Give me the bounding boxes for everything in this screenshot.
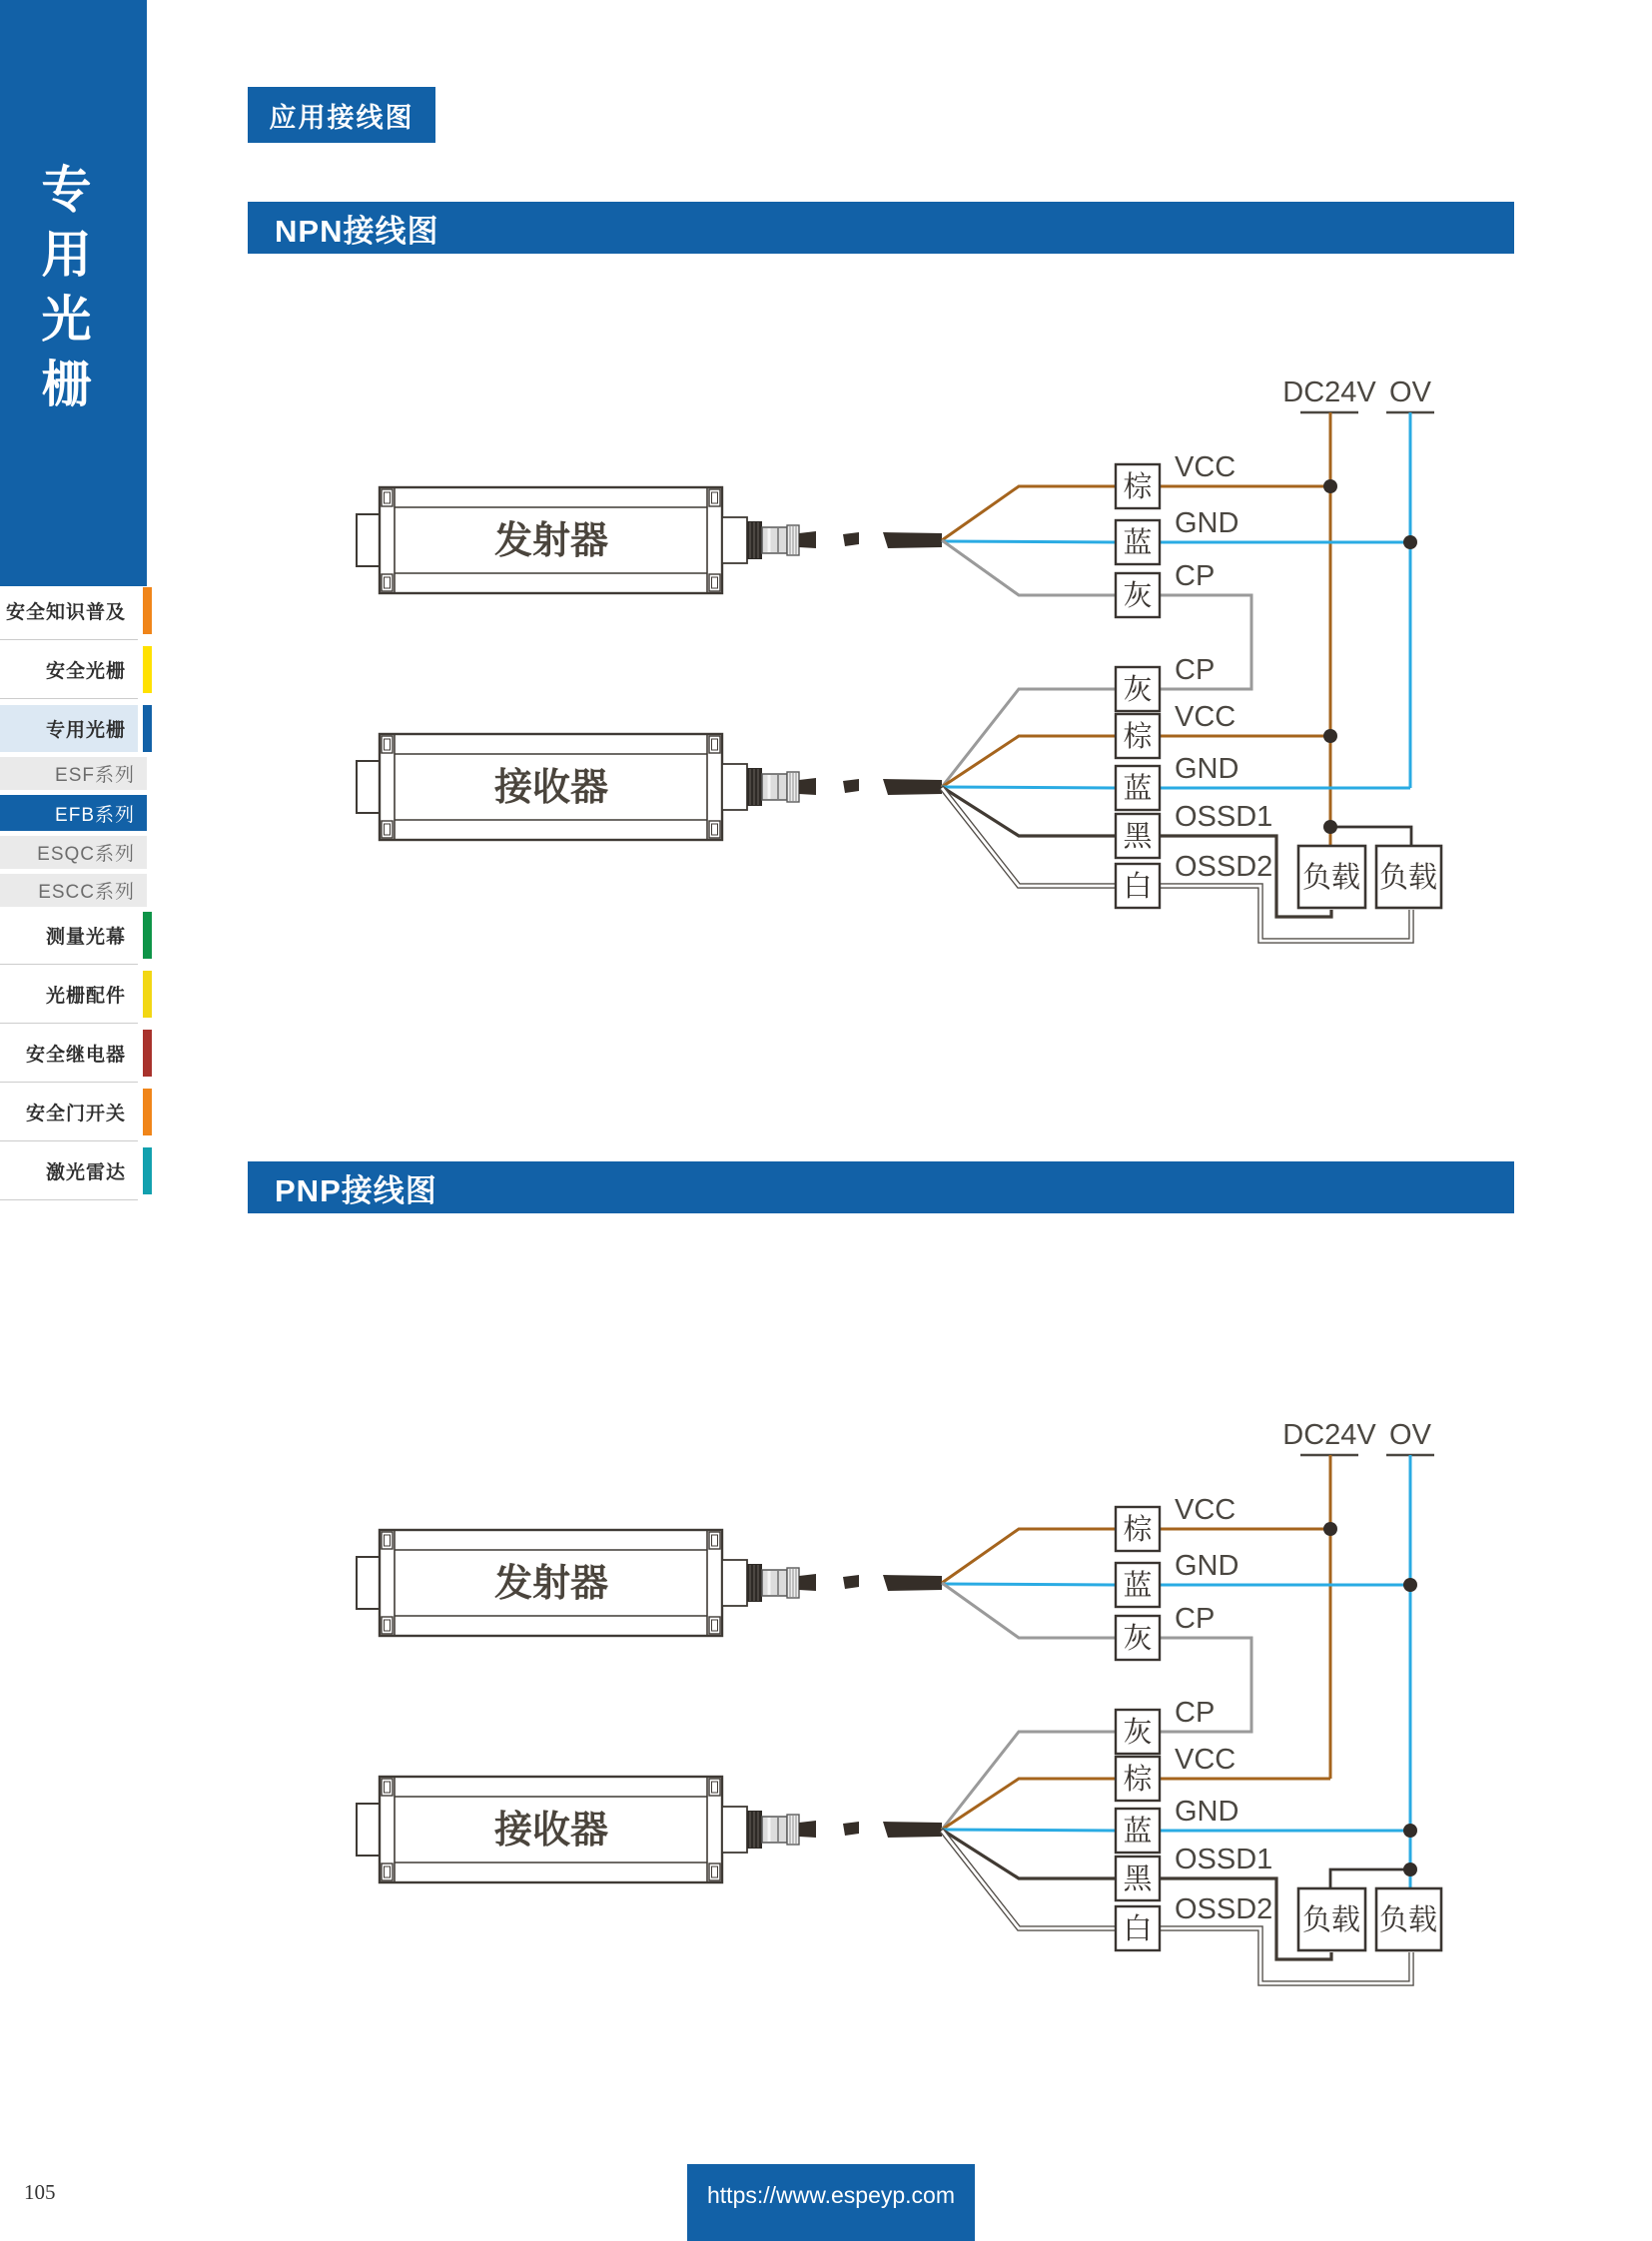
ossd1-wire [942, 787, 1116, 836]
page-number: 105 [24, 2180, 56, 2204]
section-badge: 应用接线图 [248, 87, 435, 143]
wire-color-label: 蓝 [1123, 1816, 1153, 1848]
footer-banner [687, 2164, 975, 2241]
wire-color-label: 灰 [1123, 674, 1153, 706]
npn-section-header: NPN接线图 [248, 202, 1514, 254]
receiver-cp-wire [942, 1732, 1116, 1830]
ov-label: OV [1389, 376, 1431, 408]
receiver-gnd-wire [942, 787, 1116, 788]
junction-dot [1323, 729, 1337, 743]
wire-color-label: 白 [1123, 871, 1153, 903]
wire-color-label: 黑 [1123, 1864, 1153, 1895]
sidebar-title-char: 栅 [41, 357, 92, 412]
ossd2-wire-core [1160, 886, 1411, 941]
cable-stub [799, 531, 816, 548]
npn-wiring-diagram [357, 376, 1441, 941]
cable-stub [799, 1574, 816, 1591]
sidebar-title-char: 专 [41, 162, 92, 218]
device-side-tab [357, 514, 381, 566]
sidebar-item-label: 光栅配件 [0, 971, 138, 1018]
receiver-gnd-wire [942, 1830, 1116, 1831]
load-label: 负载 [1301, 862, 1361, 894]
junction-dot [1323, 1522, 1337, 1536]
receiver-vcc-wire [942, 736, 1116, 787]
wire-color-label: 蓝 [1123, 527, 1153, 559]
junction-dot [1403, 535, 1417, 549]
sidebar-item-label: 激光雷达 [0, 1147, 138, 1194]
connector-barrel [762, 1817, 787, 1843]
signal-label: VCC [1175, 451, 1237, 483]
device-label: 接收器 [493, 1810, 609, 1852]
wire-color-label: 棕 [1123, 471, 1153, 503]
wire-color-label: 棕 [1123, 721, 1153, 753]
sidebar-item-label: ESCC系列 [0, 874, 147, 907]
device-label: 发射器 [493, 1563, 609, 1605]
device-发射器 [357, 1530, 942, 1636]
emitter-gnd-wire [942, 541, 1116, 542]
sidebar-item-label: 安全知识普及 [0, 587, 138, 634]
wire-color-label: 白 [1123, 1913, 1153, 1945]
signal-label: VCC [1175, 1494, 1237, 1526]
ossd1-wire [942, 1830, 1116, 1878]
dc24v-label: DC24V [1282, 376, 1376, 408]
ossd2-wire-core [1160, 1928, 1411, 1983]
cable [883, 779, 942, 795]
wire-color-label: 灰 [1123, 1623, 1153, 1655]
signal-label: GND [1175, 1550, 1239, 1582]
sidebar-item-label: 安全光栅 [0, 646, 138, 693]
emitter-cp-wire [942, 1583, 1116, 1638]
connector-barrel [762, 1570, 787, 1596]
connector-barrel [762, 527, 787, 553]
ossd2-wire-outline [1160, 1928, 1411, 1983]
cable-stub [799, 778, 816, 795]
wire-color-label: 灰 [1123, 580, 1153, 612]
cable-stub [799, 1821, 816, 1838]
emitter-gnd-wire [942, 1584, 1116, 1585]
wire-color-label: 棕 [1123, 1764, 1153, 1796]
signal-label: CP [1175, 654, 1216, 686]
junction-dot [1323, 820, 1337, 834]
signal-label: OSSD1 [1175, 801, 1273, 833]
device-side-tab [357, 761, 381, 813]
signal-label: VCC [1175, 701, 1237, 733]
emitter-vcc-wire [942, 1529, 1116, 1583]
signal-label: VCC [1175, 1744, 1237, 1776]
signal-label: OSSD1 [1175, 1844, 1273, 1875]
signal-label: CP [1175, 1603, 1216, 1635]
load1-feed-wire [1330, 1869, 1410, 1888]
cable [883, 1822, 942, 1838]
signal-label: OSSD2 [1175, 1893, 1273, 1925]
signal-label: CP [1175, 560, 1216, 592]
junction-dot [1403, 1863, 1417, 1876]
device-side-tab [357, 1557, 381, 1609]
cable-break-dash [843, 1822, 859, 1836]
sidebar-item-label: 安全继电器 [0, 1030, 138, 1077]
connector-base [722, 1560, 747, 1606]
cable-break-dash [843, 532, 859, 546]
sidebar-item-label: ESF系列 [0, 757, 147, 790]
sidebar-item-label: 安全门开关 [0, 1089, 138, 1135]
load2-feed-wire [1330, 827, 1411, 846]
ov-label: OV [1389, 1419, 1431, 1451]
receiver-vcc-wire [942, 1779, 1116, 1830]
connector-base [722, 764, 747, 810]
signal-label: OSSD2 [1175, 851, 1273, 883]
dc24v-label: DC24V [1282, 1419, 1376, 1451]
sidebar-item-label: ESQC系列 [0, 836, 147, 869]
cable [883, 1575, 942, 1591]
device-label: 发射器 [493, 520, 609, 562]
wire-color-label: 棕 [1123, 1514, 1153, 1546]
wire-color-label: 蓝 [1123, 1570, 1153, 1602]
sidebar-item-label: 专用光栅 [0, 705, 138, 752]
pnp-wiring-diagram [357, 1419, 1441, 1983]
wire-color-label: 灰 [1123, 1717, 1153, 1749]
load-label: 负载 [1378, 1904, 1438, 1936]
cable-break-dash [843, 1575, 859, 1589]
device-接收器 [357, 734, 942, 840]
emitter-cp-wire [942, 540, 1116, 595]
cable-break-dash [843, 779, 859, 793]
sidebar-title-char: 光 [41, 292, 92, 348]
junction-dot [1323, 479, 1337, 493]
emitter-vcc-wire [942, 486, 1116, 540]
device-label: 接收器 [493, 767, 609, 809]
wire-color-label: 黑 [1123, 821, 1153, 853]
website-link[interactable]: https://www.espeyp.com [707, 2182, 955, 2208]
connector-base [722, 1807, 747, 1853]
device-side-tab [357, 1804, 381, 1856]
junction-dot [1403, 1824, 1417, 1838]
sidebar-item-label: EFB系列 [0, 795, 147, 831]
sidebar-title-char: 用 [41, 227, 92, 283]
signal-label: GND [1175, 507, 1239, 539]
load-label: 负载 [1378, 862, 1438, 894]
receiver-cp-wire [942, 689, 1116, 787]
pnp-section-header: PNP接线图 [248, 1161, 1514, 1213]
device-发射器 [357, 487, 942, 593]
ossd2-wire-outline [1160, 886, 1411, 941]
connector-base [722, 517, 747, 563]
junction-dot [1403, 1578, 1417, 1592]
signal-label: CP [1175, 1697, 1216, 1729]
device-接收器 [357, 1777, 942, 1882]
wire-color-label: 蓝 [1123, 773, 1153, 805]
sidebar-item-label: 测量光幕 [0, 912, 138, 959]
connector-barrel [762, 774, 787, 800]
cable [883, 532, 942, 548]
load-label: 负载 [1301, 1904, 1361, 1936]
signal-label: GND [1175, 1796, 1239, 1828]
signal-label: GND [1175, 753, 1239, 785]
